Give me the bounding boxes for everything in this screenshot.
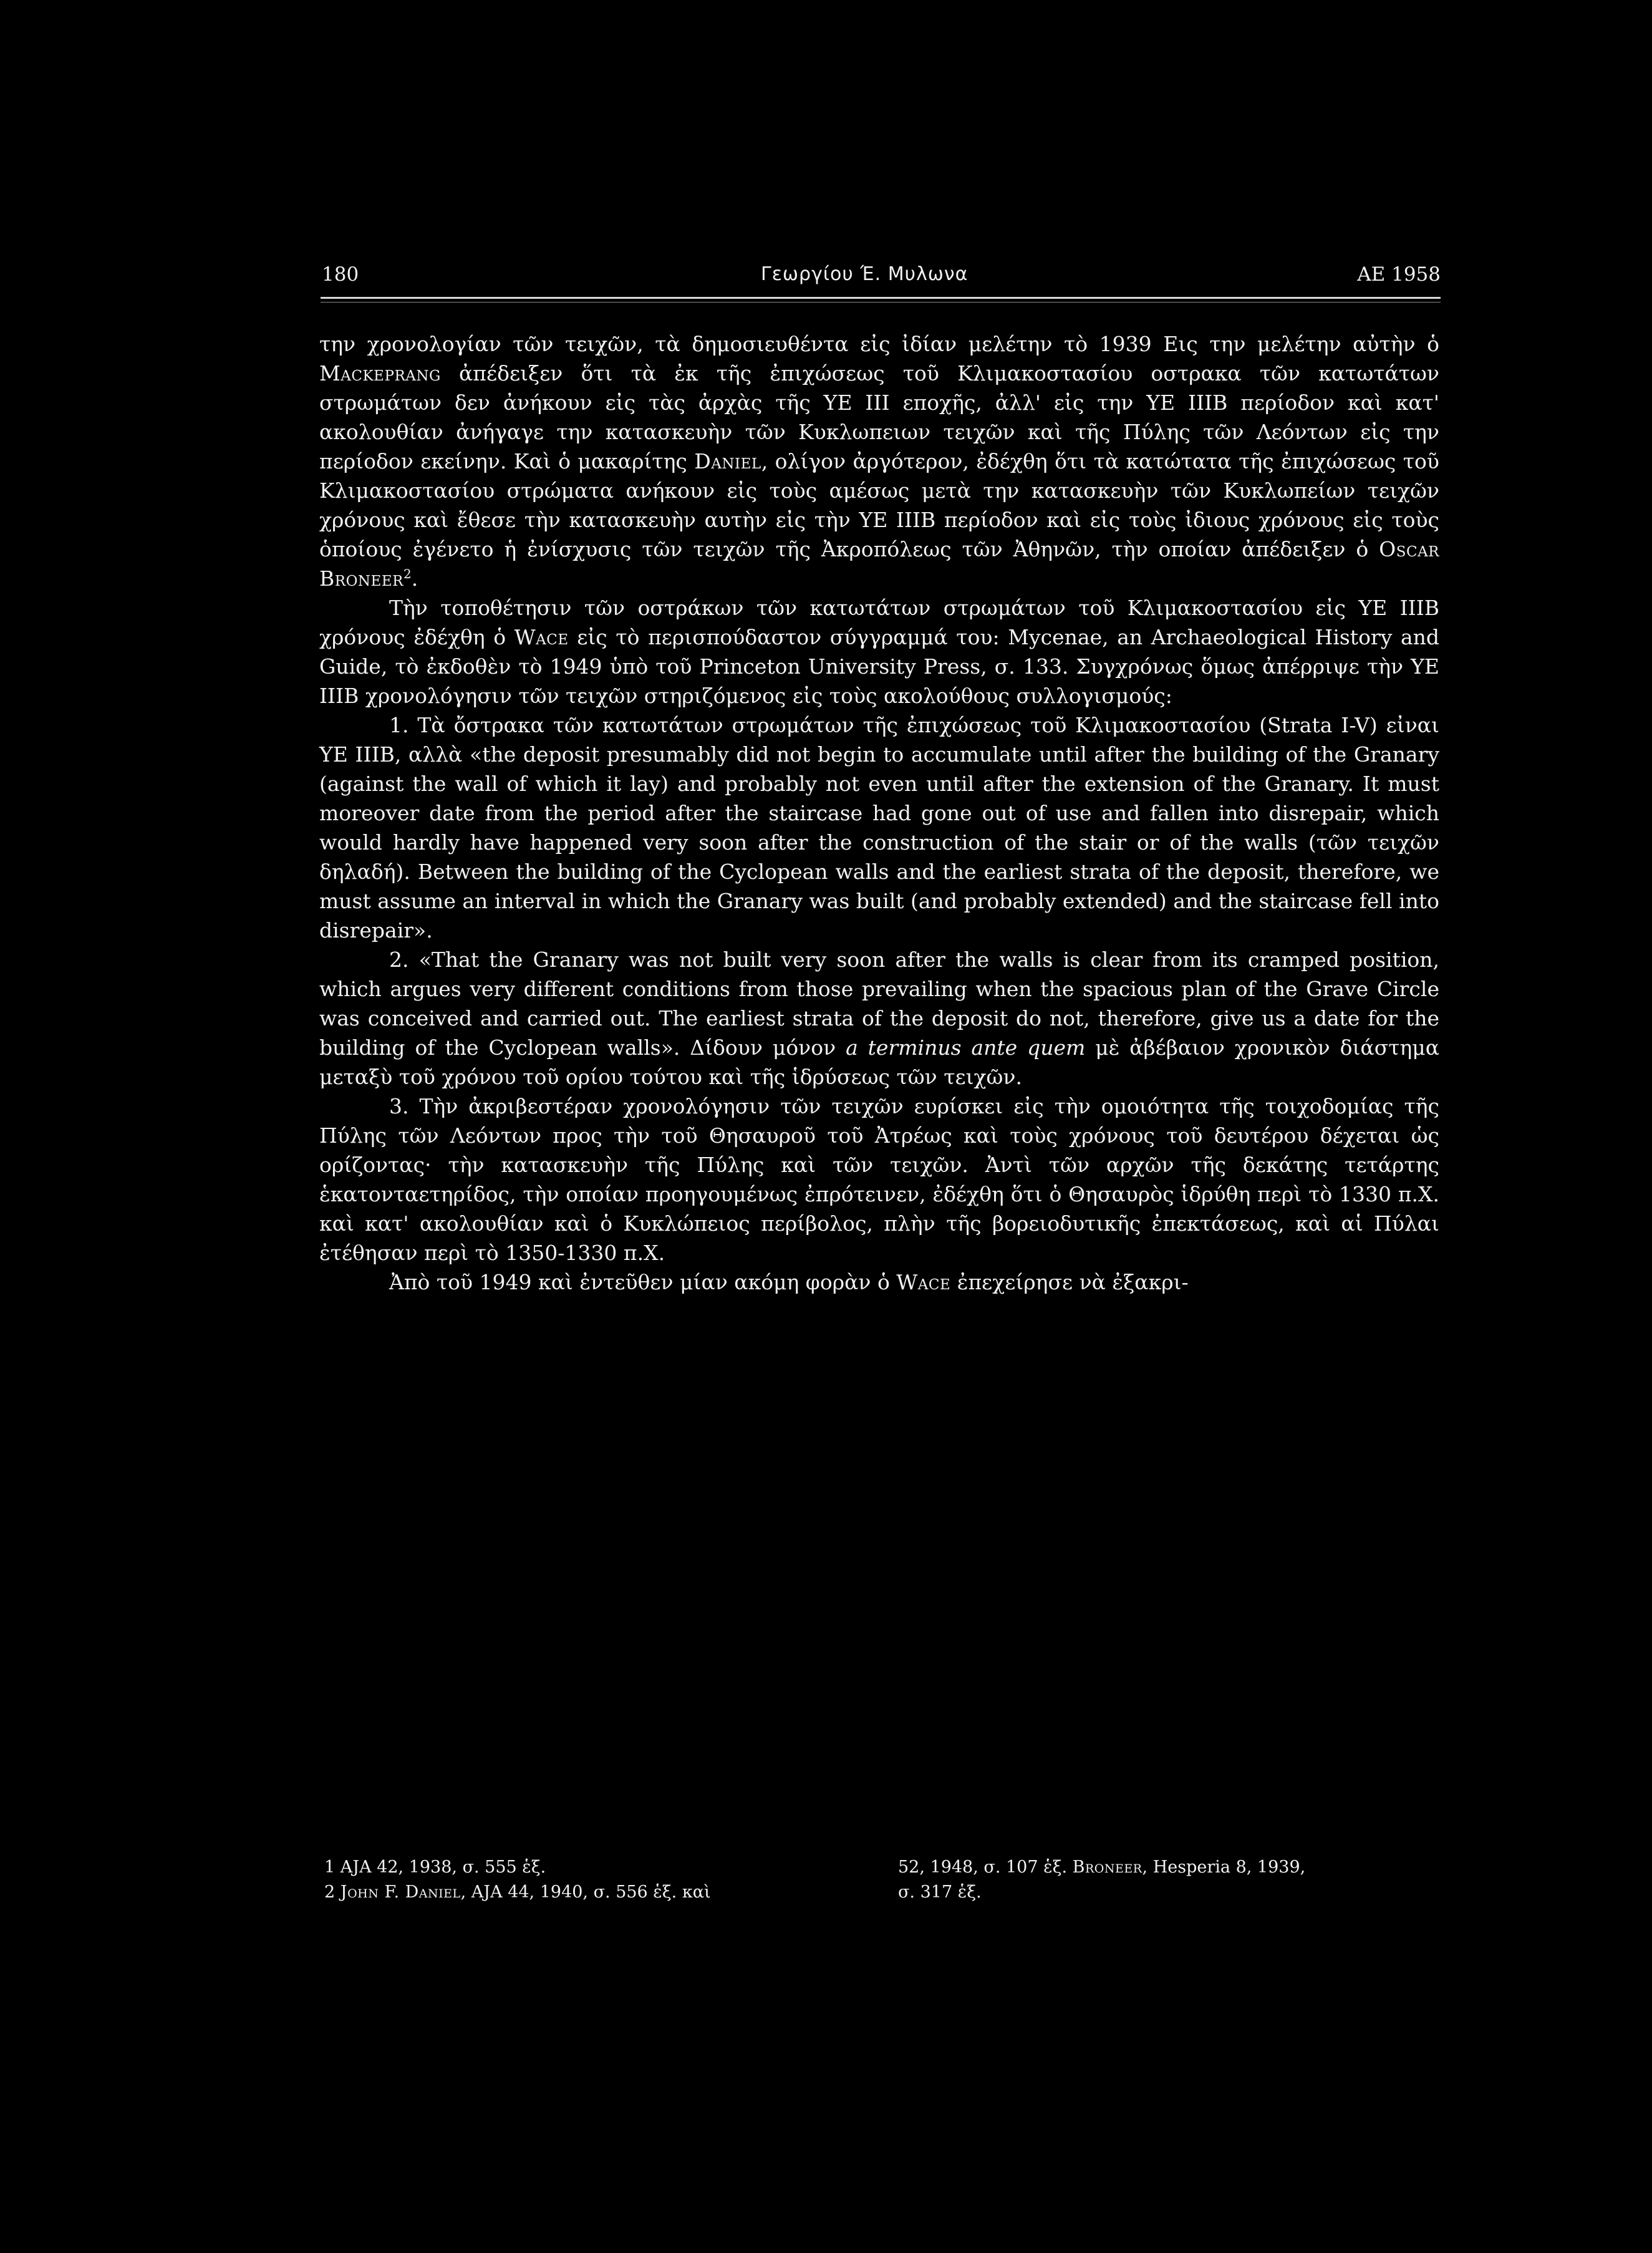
paragraph-1: την χρονολογίαν τῶν τειχῶν, τὰ δημοσιευθέντα εἰς ἰδίαν μελέτην τὸ 1939 Εις την μελέτην αὐτὴν ὁ Mackeprang ἀπέδειξεν ὅτι τὰ ἐκ τῆς ἐπιχώσεως τοῦ Κλιμακοστασίου οστρακα τῶν κατωτάτων στρωμάτων δεν ἀνήκουν εἰς τὰς ἀρχὰς τῆς ΥΕ ΙΙΙ εποχῆς, ἀλλ' εἰς την ΥΕ ΙΙΙΒ περίοδον καὶ κατ' ακολουθίαν ἀνήγαγε την κατασκευὴν τῶν Κυκλωπειων τειχῶν καὶ τῆς Πύλης τῶν Λεόντων εἰς την περίοδον εκείνην. Καὶ ὁ μακαρίτης Daniel, ολίγον ἀργότερον, ἐδέχθη ὅτι τὰ κατώτατα τῆς ἐπιχώσεως τοῦ Κλιμακοστασίου στρώματα ανήκουν εἰς τοὺς αμέσως μετὰ την κατασκευὴν τῶν Κυκλωπείων τειχῶν χρόνους καὶ ἔθεσε τὴν κατασκευὴν αυτὴν εἰς τὴν ΥΕ ΙΙΙΒ περίοδον καὶ εἰς τοὺς ἰδιους χρόνους εἰς τοὺς ὁποίους ἐγένετο ἡ ἐνίσχυσις τῶν τειχῶν τῆς Ἀκροπόλεως τῶν Ἀθηνῶν, τὴν οποίαν ἀπέδειξεν ὁ Oscar Broneer$^2$. — [319, 332, 1439, 591]
footnote-2-continued: σ. 317 ἑξ. — [898, 1882, 982, 1902]
page-number: 180 — [322, 263, 359, 286]
author-name: Wace — [896, 1270, 951, 1294]
author-name: Oscar Broneer — [319, 537, 1439, 591]
body-text — [319, 329, 1439, 1297]
journal-label: ΑΕ 1958 — [1357, 263, 1441, 286]
page — [312, 250, 1441, 2046]
paragraph-2: Τὴν τοποθέτησιν τῶν οστράκων τῶν κατωτάτων στρωμάτων τοῦ Κλιμακοστασίου εἰς ΥΕ ΙΙΙΒ χρόνους ἐδέχθη ὁ Wace εἰς τὸ περισπούδαστον σύγγραμμά του: Mycenae, an Archaeological History and Guide, τὸ ἐκδοθὲν τὸ 1949 ὑπὸ τοῦ Princeton University Press, σ. 133. Συγχρόνως ὅμως ἀπέρριψε τὴν ΥΕ ΙΙΙΒ χρονολόγησιν τῶν τειχῶν στηριζόμενος εἰς τοὺς ακολούθους συλλογισμούς: — [319, 596, 1440, 708]
footnote-row — [324, 1855, 1441, 1880]
paragraph-6: Ἀπὸ τοῦ 1949 καὶ ἐντεῦθεν μίαν ακόμη φορὰν ὁ Wace ἐπεχείρησε νὰ ἐξακρι- — [389, 1270, 1189, 1294]
paragraph-5: 3. Τὴν ἀκριβεστέραν χρονολόγησιν τῶν τειχῶν ευρίσκει εἰς τὴν ομοιότητα τῆς τοιχοδομίας τῆς Πύλης τῶν Λεόντων προς τὴν τοῦ Θησαυροῦ τοῦ Ἀτρέως καὶ τοὺς χρόνους τοῦ δευτέρου δέχεται ὡς ορίζοντας· τὴν κατασκευὴν τῆς Πύλης καὶ τῶν τειχῶν. Ἀντὶ τῶν αρχῶν τῆς δεκάτης τετάρτης ἑκατονταετηρίδος, τὴν οποίαν προηγουμένως ἐπρότεινεν, ἐδέχθη ὅτι ὁ Θησαυρὸς ἱδρύθη περὶ τὸ 1330 π.Χ. καὶ κατ' ακολουθίαν καὶ ὁ Κυκλώπειος περίβολος, πλὴν τῆς βορειοδυτικῆς ἐπεκτάσεως, καὶ αἱ Πύλαι ἐτέθησαν περὶ τὸ 1350-1330 π.Χ. — [319, 1094, 1439, 1265]
paragraph-3: 1. Τὰ ὄστρακα τῶν κατωτάτων στρωμάτων τῆς ἐπιχώσεως τοῦ Κλιμακοστασίου (Strata I-V) εἰναι ΥΕ ΙΙΙΒ, αλλὰ «the deposit presumably did not begin to accumulate until after the building of the Granary (against the wall of which it lay) and probably not even until after the extension of the Granary. It must moreover date from the period after the staircase had gone out of use and fallen into disrepair, which would hardly have happened very soon after the construction of the stair or of the walls (τῶν τειχῶν δηλαδή). Between the building of the Cyclopean walls and the earliest strata of the deposit, therefore, we must assume an interval in which the Granary was built (and probably extended) and the staircase fell into disrepair». — [319, 713, 1439, 942]
footnotes — [324, 1855, 1441, 1905]
author-name: Mackeprang — [319, 361, 441, 385]
paragraph-4: 2. «That the Granary was not built very soon after the walls is clear from its cramped position, which argues very different conditions from those prevailing when the spacious plan of the Grave Circle was conceived and carried out. The earliest strata of the deposit do not, therefore, give us a date for the building of the Cyclopean walls». Δίδουν μόνον a terminus ante quem μὲ ἀβέβαιον χρονικὸν διάστημα μεταξὺ τοῦ χρόνου τοῦ ορίου τούτου καὶ τῆς ἱδρύσεως τῶν τειχῶν. — [319, 947, 1439, 1089]
footnote-1-continued: 52, 1948, σ. 107 ἑξ. Broneer, Hesperia 8, 1939, — [898, 1858, 1306, 1877]
running-title: Γεωργίου Έ. Μυλωνα — [761, 263, 968, 285]
page-header — [312, 256, 1441, 293]
author-name: Daniel — [694, 449, 761, 473]
footnote-ref: 2 — [403, 566, 412, 581]
footnote-2: 2 John F. Daniel, AJA 44, 1940, σ. 556 ἑξ. καὶ — [324, 1882, 711, 1902]
latin-phrase: a terminus ante quem — [846, 1035, 1086, 1060]
header-rule-thin — [321, 302, 1441, 303]
author-name: Wace — [514, 625, 569, 649]
header-rule — [321, 297, 1441, 299]
footnote-1: 1 AJA 42, 1938, σ. 555 ἑξ. — [324, 1858, 546, 1877]
footnote-row — [324, 1880, 1441, 1905]
